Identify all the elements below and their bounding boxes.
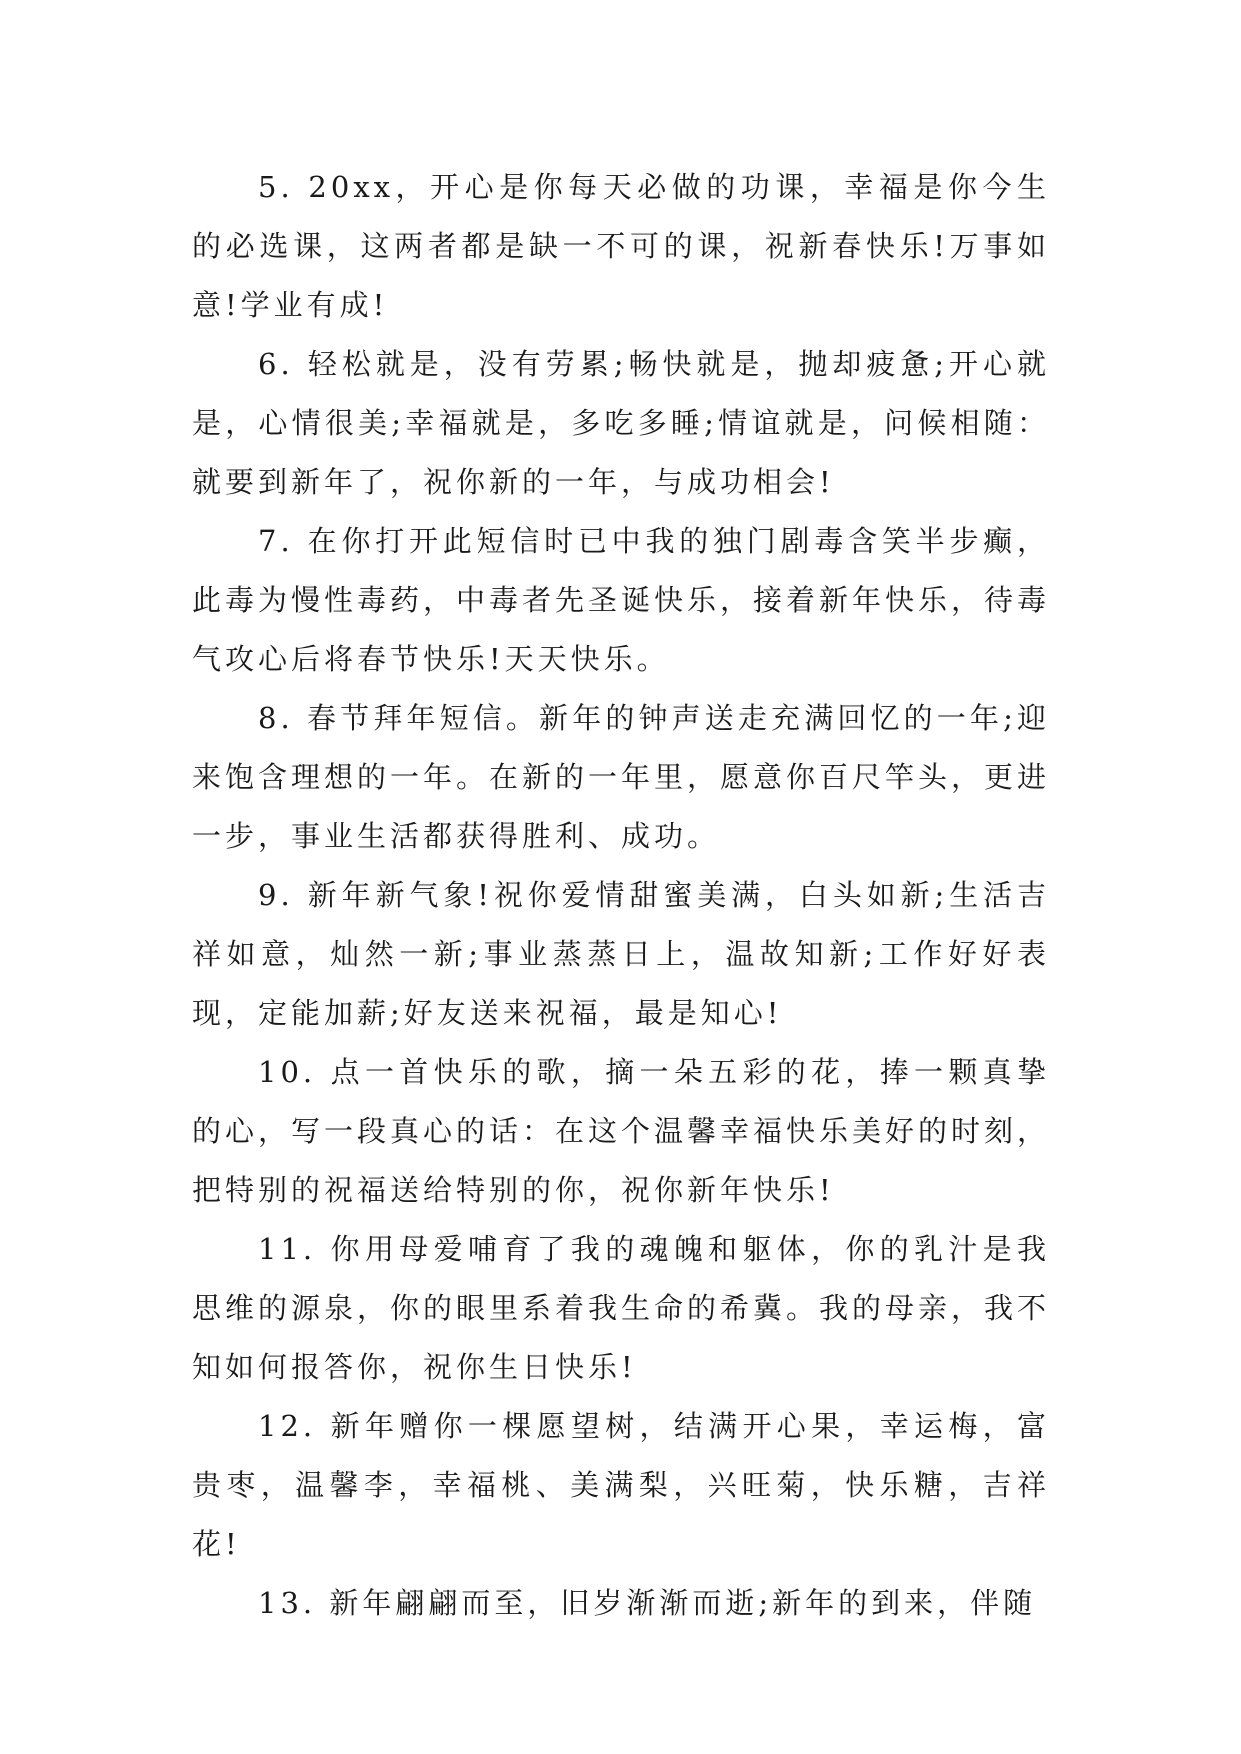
paragraph-12: 12. 新年赠你一棵愿望树，结满开心果，幸运梅，富贵枣，温馨李，幸福桃、美满梨，兴旺菊，快乐糖，吉祥花! [192,1409,1050,1561]
paragraph-10: 10. 点一首快乐的歌，摘一朵五彩的花，捧一颗真挚的心，写一段真心的话：在这个温馨幸福快乐美好的时刻，把特别的祝福送给特别的你，祝你新年快乐! [192,1055,1051,1207]
paragraph-8: 8. 春节拜年短信。新年的钟声送走充满回忆的一年;迎来饱含理想的一年。在新的一年里，愿意你百尺竿头，更进一步，事业生活都获得胜利、成功。 [192,701,1051,853]
paragraph-5: 5. 20xx，开心是你每天必做的功课，幸福是你今生的必选课，这两者都是缺一不可的课，祝新春快乐!万事如意!学业有成! [192,170,1050,322]
paragraph-11: 11. 你用母爱哺育了我的魂魄和躯体，你的乳汁是我思维的源泉，你的眼里系着我生命的希冀。我的母亲，我不知如何报答你，祝你生日快乐! [192,1232,1051,1384]
paragraph-13: 13. 新年翩翩而至，旧岁渐渐而逝;新年的到来，伴随 [258,1586,1037,1620]
paragraph-6: 6. 轻松就是，没有劳累;畅快就是，抛却疲惫;开心就是，心情很美;幸福就是，多吃多睡;情谊就是，问候相随：就要到新年了，祝你新的一年，与成功相会! [192,347,1050,499]
document-body [192,158,1050,1633]
paragraph-9: 9. 新年新气象!祝你爱情甜蜜美满，白头如新;生活吉祥如意，灿然一新;事业蒸蒸日上，温故知新;工作好好表现，定能加薪;好友送来祝福，最是知心! [192,878,1050,1030]
paragraph-7: 7. 在你打开此短信时已中我的独门剧毒含笑半步癫，此毒为慢性毒药，中毒者先圣诞快乐，接着新年快乐，待毒气攻心后将春节快乐!天天快乐。 [192,524,1051,676]
